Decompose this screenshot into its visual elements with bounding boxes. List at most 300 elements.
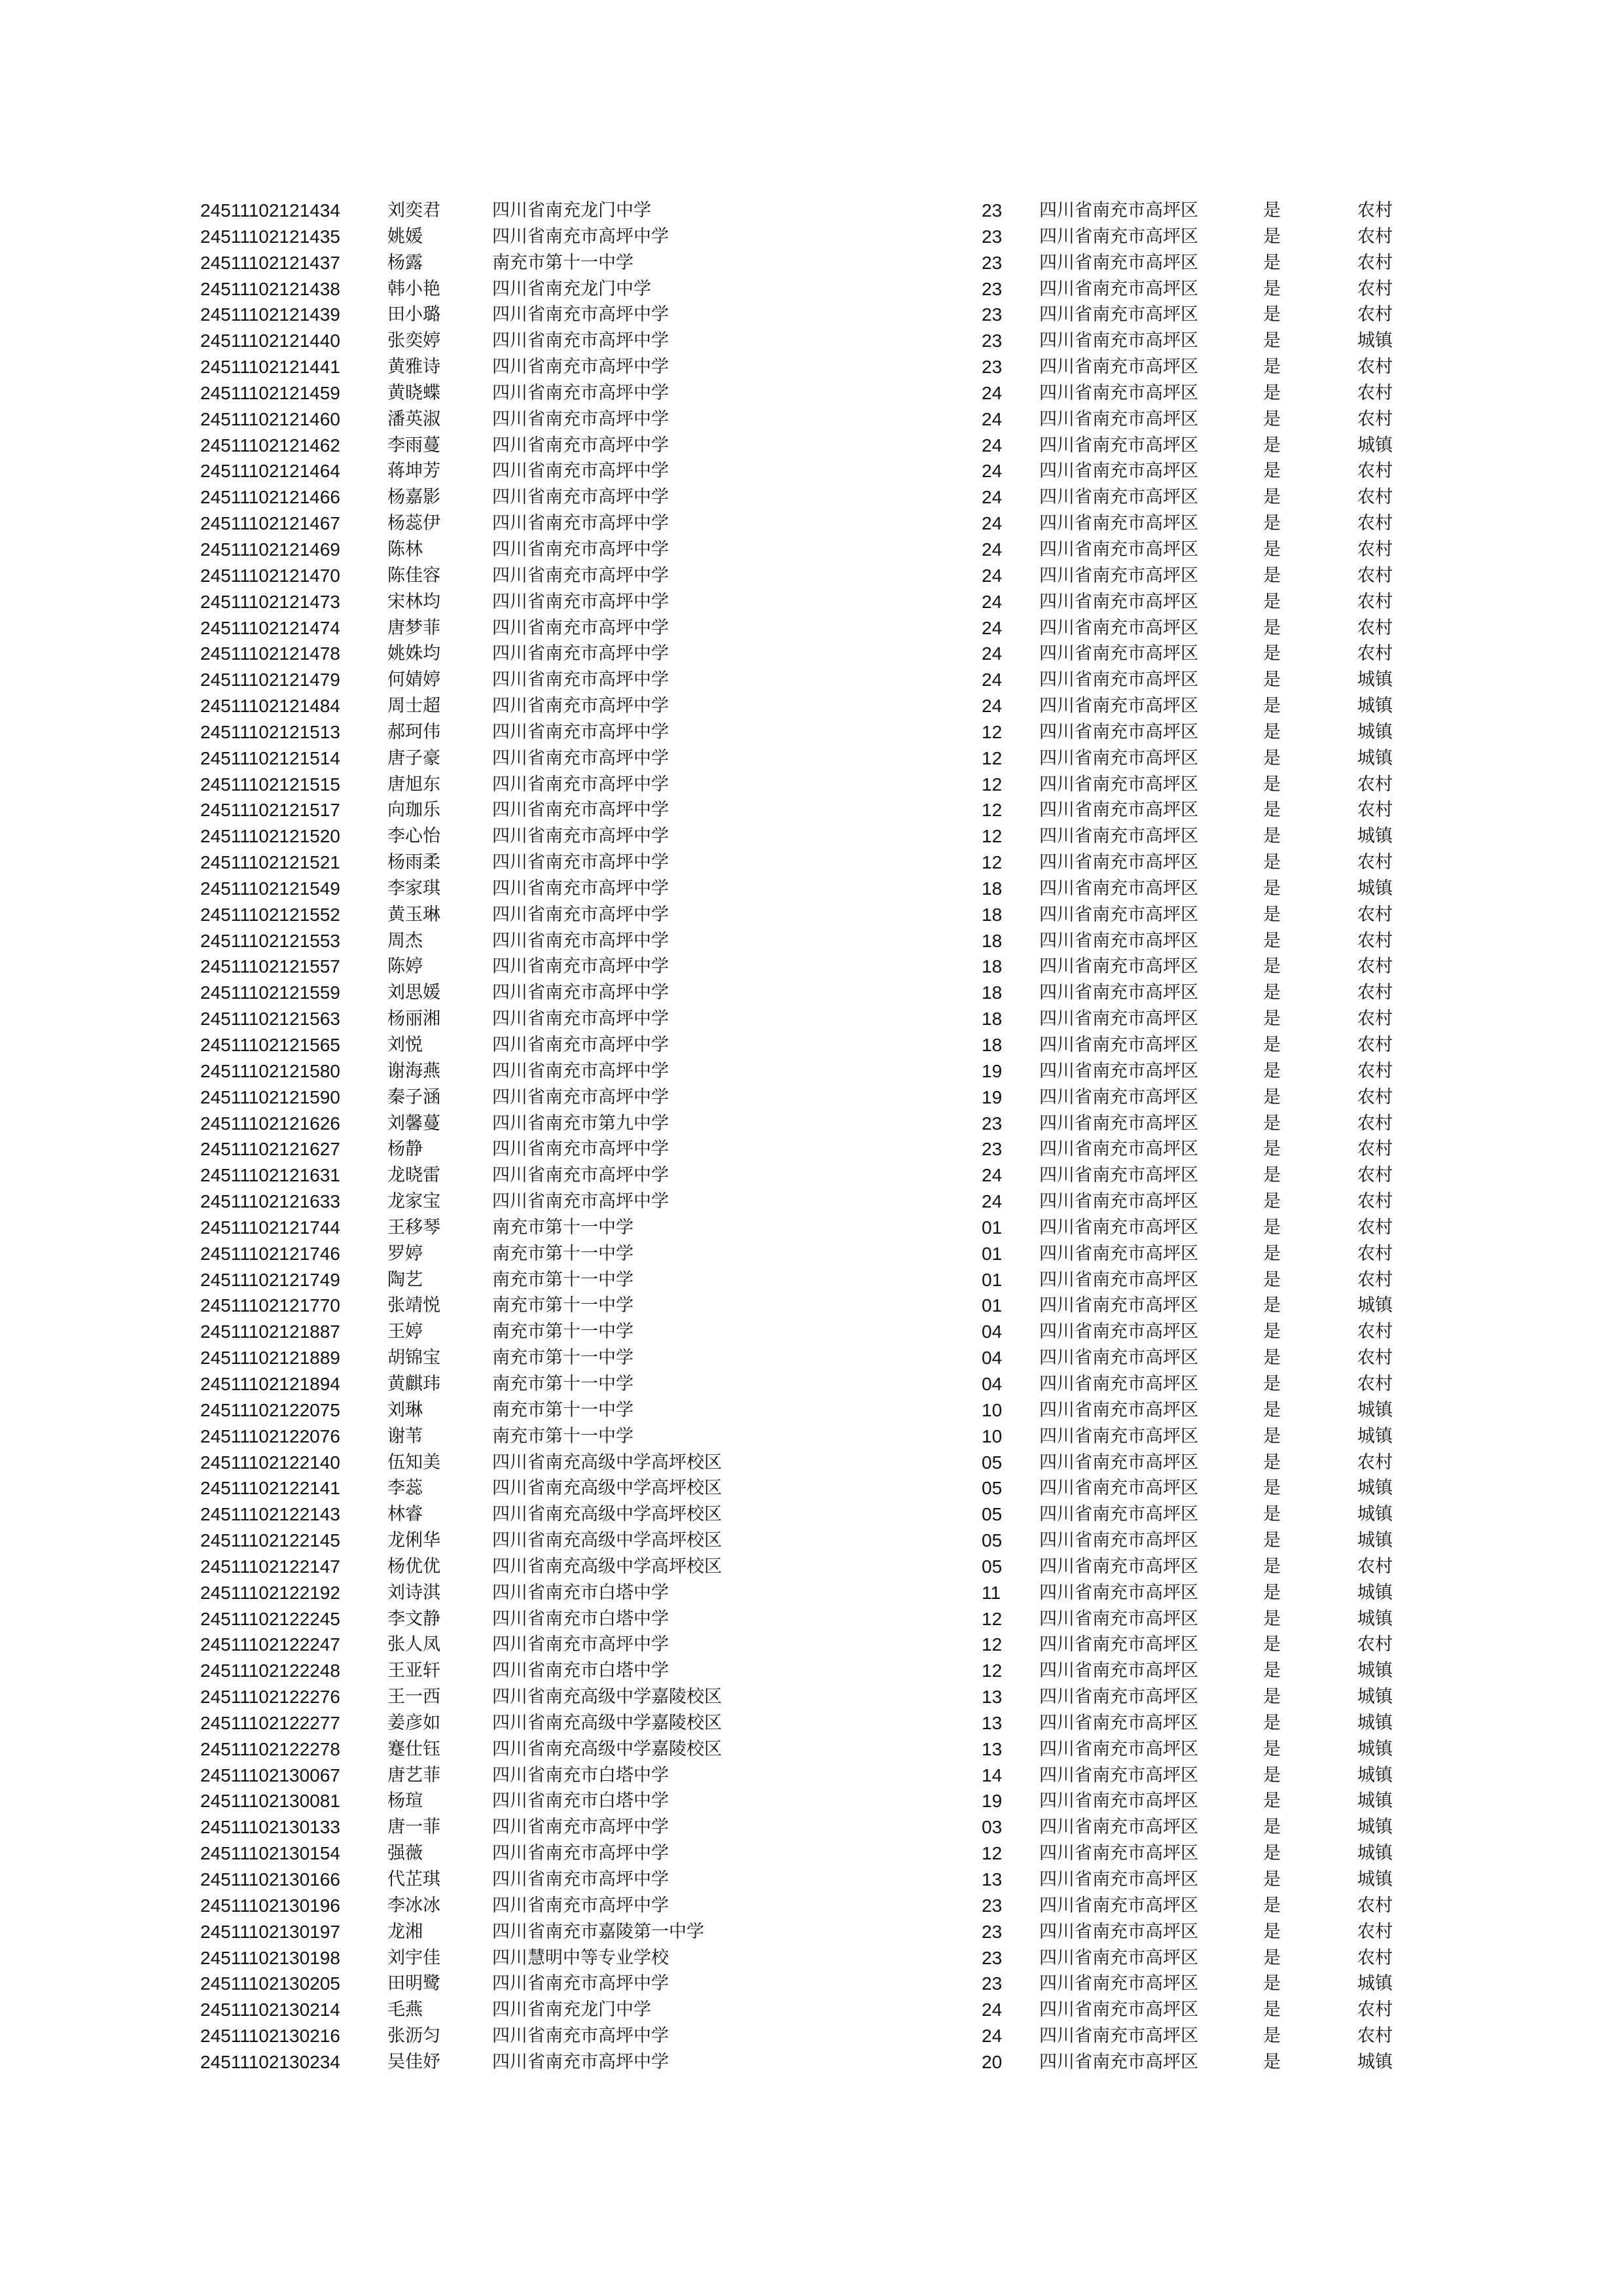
school-name: 四川省南充市高坪中学	[492, 539, 669, 560]
residence-type: 农村	[1357, 461, 1393, 482]
residence-type: 城镇	[1357, 1660, 1393, 1681]
student-name: 黄雅诗	[387, 357, 440, 378]
region: 四川省南充市高坪区	[1039, 1687, 1198, 1708]
student-name: 杨丽湘	[387, 1009, 440, 1030]
student-name: 杨优优	[387, 1556, 440, 1577]
school-name: 四川省南充市高坪中学	[492, 226, 669, 247]
student-name: 李冰冰	[387, 1895, 440, 1916]
eligible-flag: 是	[1263, 643, 1281, 664]
class-code: 23	[982, 1973, 1003, 1994]
residence-type: 农村	[1357, 487, 1393, 508]
class-code: 23	[982, 252, 1003, 273]
student-name: 陈林	[387, 539, 423, 560]
school-name: 四川省南充市高坪中学	[492, 904, 669, 925]
table-row	[0, 980, 1623, 1006]
student-name: 杨雨柔	[387, 852, 440, 873]
region: 四川省南充市高坪区	[1039, 1399, 1198, 1420]
eligible-flag: 是	[1263, 1373, 1281, 1394]
residence-type: 农村	[1357, 774, 1393, 795]
table-row	[0, 484, 1623, 511]
class-code: 12	[982, 721, 1003, 742]
school-name: 四川省南充高级中学高坪校区	[492, 1556, 722, 1577]
region: 四川省南充市高坪区	[1039, 304, 1198, 325]
region: 四川省南充市高坪区	[1039, 852, 1198, 873]
student-name: 黄玉琳	[387, 904, 440, 925]
class-code: 24	[982, 487, 1003, 508]
student-id: 24511102130197	[200, 1921, 340, 1942]
class-code: 01	[982, 1269, 1003, 1290]
residence-type: 城镇	[1357, 1973, 1393, 1994]
class-code: 23	[982, 200, 1003, 221]
region: 四川省南充市高坪区	[1039, 1921, 1198, 1942]
table-row	[0, 1111, 1623, 1137]
student-name: 黄麒玮	[387, 1373, 440, 1394]
student-id: 24511102121521	[200, 852, 340, 873]
eligible-flag: 是	[1263, 591, 1281, 612]
region: 四川省南充市高坪区	[1039, 617, 1198, 638]
student-id: 24511102121478	[200, 643, 340, 664]
student-id: 24511102130216	[200, 2026, 340, 2047]
student-name: 唐一菲	[387, 1817, 440, 1838]
region: 四川省南充市高坪区	[1039, 1113, 1198, 1134]
residence-type: 农村	[1357, 1348, 1393, 1369]
student-id: 24511102130067	[200, 1765, 340, 1785]
student-name: 王移琴	[387, 1217, 440, 1238]
eligible-flag: 是	[1263, 774, 1281, 795]
table-row	[0, 1450, 1623, 1476]
class-code: 23	[982, 1139, 1003, 1160]
class-code: 18	[982, 1009, 1003, 1030]
student-name: 胡锦宝	[387, 1348, 440, 1369]
residence-type: 农村	[1357, 513, 1393, 534]
class-code: 12	[982, 1634, 1003, 1655]
residence-type: 城镇	[1357, 1504, 1393, 1525]
class-code: 24	[982, 617, 1003, 638]
school-name: 四川省南充市高坪中学	[492, 643, 669, 664]
residence-type: 城镇	[1357, 1426, 1393, 1446]
school-name: 四川省南充市高坪中学	[492, 1139, 669, 1160]
table-row	[0, 537, 1623, 563]
residence-type: 农村	[1357, 2026, 1393, 2047]
region: 四川省南充市高坪区	[1039, 1973, 1198, 1994]
student-id: 24511102121633	[200, 1191, 340, 1212]
school-name: 四川省南充市高坪中学	[492, 513, 669, 534]
table-row	[0, 1554, 1623, 1580]
student-id: 24511102121479	[200, 670, 340, 691]
table-row	[0, 1684, 1623, 1710]
school-name: 四川省南充市高坪中学	[492, 1973, 669, 1994]
table-row	[0, 850, 1623, 876]
residence-type: 城镇	[1357, 1478, 1393, 1499]
student-id: 24511102122277	[200, 1712, 340, 1733]
student-id: 24511102121470	[200, 565, 340, 586]
school-name: 四川省南充市高坪中学	[492, 774, 669, 795]
school-name: 四川省南充市高坪中学	[492, 747, 669, 768]
region: 四川省南充市高坪区	[1039, 1712, 1198, 1733]
table-row	[0, 954, 1623, 980]
eligible-flag: 是	[1263, 435, 1281, 456]
region: 四川省南充市高坪区	[1039, 1895, 1198, 1916]
table-row	[0, 615, 1623, 641]
class-code: 24	[982, 382, 1003, 403]
student-name: 龙晓雷	[387, 1165, 440, 1186]
student-id: 24511102130234	[200, 2051, 340, 2072]
student-name: 刘宇佳	[387, 1947, 440, 1968]
student-id: 24511102121559	[200, 982, 340, 1003]
residence-type: 农村	[1357, 1035, 1393, 1055]
eligible-flag: 是	[1263, 982, 1281, 1003]
region: 四川省南充市高坪区	[1039, 1139, 1198, 1160]
eligible-flag: 是	[1263, 1399, 1281, 1420]
residence-type: 农村	[1357, 1634, 1393, 1655]
region: 四川省南充市高坪区	[1039, 2000, 1198, 2020]
school-name: 南充市第十一中学	[492, 1321, 633, 1342]
eligible-flag: 是	[1263, 278, 1281, 299]
class-code: 23	[982, 278, 1003, 299]
region: 四川省南充市高坪区	[1039, 1660, 1198, 1681]
school-name: 南充市第十一中学	[492, 252, 633, 273]
region: 四川省南充市高坪区	[1039, 904, 1198, 925]
eligible-flag: 是	[1263, 1426, 1281, 1446]
class-code: 23	[982, 226, 1003, 247]
eligible-flag: 是	[1263, 513, 1281, 534]
region: 四川省南充市高坪区	[1039, 670, 1198, 691]
eligible-flag: 是	[1263, 461, 1281, 482]
school-name: 四川省南充市白塔中学	[492, 1791, 669, 1812]
residence-type: 农村	[1357, 1269, 1393, 1290]
eligible-flag: 是	[1263, 1269, 1281, 1290]
student-name: 吴佳妤	[387, 2051, 440, 2072]
student-id: 24511102121513	[200, 721, 340, 742]
student-name: 刘琳	[387, 1399, 423, 1420]
region: 四川省南充市高坪区	[1039, 1295, 1198, 1316]
eligible-flag: 是	[1263, 721, 1281, 742]
student-id: 24511102122247	[200, 1634, 340, 1655]
student-name: 潘英淑	[387, 408, 440, 429]
eligible-flag: 是	[1263, 1817, 1281, 1838]
eligible-flag: 是	[1263, 1843, 1281, 1864]
table-row	[0, 1371, 1623, 1397]
residence-type: 城镇	[1357, 1712, 1393, 1733]
eligible-flag: 是	[1263, 1478, 1281, 1499]
region: 四川省南充市高坪区	[1039, 696, 1198, 717]
student-id: 24511102122248	[200, 1660, 340, 1681]
region: 四川省南充市高坪区	[1039, 1191, 1198, 1212]
student-id: 24511102122245	[200, 1608, 340, 1629]
eligible-flag: 是	[1263, 331, 1281, 351]
student-name: 谢海燕	[387, 1060, 440, 1081]
table-row	[0, 902, 1623, 928]
table-row	[0, 772, 1623, 798]
region: 四川省南充市高坪区	[1039, 643, 1198, 664]
student-name: 韩小艳	[387, 278, 440, 299]
region: 四川省南充市高坪区	[1039, 357, 1198, 378]
student-list	[0, 198, 1623, 2075]
school-name: 四川省南充市高坪中学	[492, 852, 669, 873]
region: 四川省南充市高坪区	[1039, 1817, 1198, 1838]
table-row	[0, 458, 1623, 484]
residence-type: 农村	[1357, 408, 1393, 429]
student-name: 秦子涵	[387, 1086, 440, 1107]
region: 四川省南充市高坪区	[1039, 747, 1198, 768]
table-row	[0, 1267, 1623, 1293]
residence-type: 农村	[1357, 1191, 1393, 1212]
school-name: 四川省南充市高坪中学	[492, 2026, 669, 2047]
class-code: 01	[982, 1243, 1003, 1264]
school-name: 四川省南充市高坪中学	[492, 565, 669, 586]
student-name: 刘馨蔓	[387, 1113, 440, 1134]
region: 四川省南充市高坪区	[1039, 2026, 1198, 2047]
student-name: 毛燕	[387, 2000, 423, 2020]
region: 四川省南充市高坪区	[1039, 1869, 1198, 1890]
table-row	[0, 1997, 1623, 2023]
school-name: 四川省南充市高坪中学	[492, 982, 669, 1003]
student-id: 24511102121434	[200, 200, 340, 221]
eligible-flag: 是	[1263, 747, 1281, 768]
table-row	[0, 1971, 1623, 1997]
residence-type: 农村	[1357, 357, 1393, 378]
table-row	[0, 511, 1623, 537]
eligible-flag: 是	[1263, 1452, 1281, 1473]
class-code: 12	[982, 774, 1003, 795]
student-id: 24511102122147	[200, 1556, 340, 1577]
residence-type: 农村	[1357, 1086, 1393, 1107]
school-name: 四川省南充高级中学嘉陵校区	[492, 1712, 722, 1733]
region: 四川省南充市高坪区	[1039, 1086, 1198, 1107]
school-name: 四川省南充市高坪中学	[492, 357, 669, 378]
student-name: 周士超	[387, 696, 440, 717]
student-id: 24511102122140	[200, 1452, 340, 1473]
region: 四川省南充市高坪区	[1039, 1009, 1198, 1030]
class-code: 12	[982, 1843, 1003, 1864]
table-row	[0, 563, 1623, 589]
eligible-flag: 是	[1263, 1035, 1281, 1055]
eligible-flag: 是	[1263, 670, 1281, 691]
student-id: 24511102130214	[200, 2000, 340, 2020]
region: 四川省南充市高坪区	[1039, 1348, 1198, 1369]
student-name: 陈婷	[387, 956, 423, 977]
student-name: 谢苇	[387, 1426, 423, 1446]
class-code: 12	[982, 852, 1003, 873]
class-code: 10	[982, 1399, 1003, 1420]
school-name: 四川慧明中等专业学校	[492, 1947, 669, 1968]
table-row	[0, 719, 1623, 745]
student-name: 何婧婷	[387, 670, 440, 691]
class-code: 24	[982, 591, 1003, 612]
school-name: 四川省南充市高坪中学	[492, 1817, 669, 1838]
class-code: 24	[982, 513, 1003, 534]
student-id: 24511102121520	[200, 826, 340, 847]
residence-type: 城镇	[1357, 1791, 1393, 1812]
school-name: 四川省南充高级中学高坪校区	[492, 1452, 722, 1473]
region: 四川省南充市高坪区	[1039, 435, 1198, 456]
school-name: 南充市第十一中学	[492, 1373, 633, 1394]
residence-type: 城镇	[1357, 1843, 1393, 1864]
school-name: 四川省南充市高坪中学	[492, 1165, 669, 1186]
student-id: 24511102121459	[200, 382, 340, 403]
eligible-flag: 是	[1263, 904, 1281, 925]
school-name: 四川省南充市第九中学	[492, 1113, 669, 1134]
region: 四川省南充市高坪区	[1039, 878, 1198, 899]
student-name: 唐梦菲	[387, 617, 440, 638]
eligible-flag: 是	[1263, 487, 1281, 508]
region: 四川省南充市高坪区	[1039, 539, 1198, 560]
residence-type: 城镇	[1357, 1817, 1393, 1838]
region: 四川省南充市高坪区	[1039, 1530, 1198, 1551]
school-name: 四川省南充市高坪中学	[492, 382, 669, 403]
student-id: 24511102130196	[200, 1895, 340, 1916]
student-id: 24511102121466	[200, 487, 340, 508]
table-row	[0, 1658, 1623, 1684]
residence-type: 城镇	[1357, 2051, 1393, 2072]
class-code: 24	[982, 408, 1003, 429]
school-name: 四川省南充市高坪中学	[492, 670, 669, 691]
student-id: 24511102121435	[200, 226, 340, 247]
class-code: 23	[982, 1113, 1003, 1134]
eligible-flag: 是	[1263, 252, 1281, 273]
region: 四川省南充市高坪区	[1039, 1478, 1198, 1499]
residence-type: 农村	[1357, 1947, 1393, 1968]
eligible-flag: 是	[1263, 1009, 1281, 1030]
class-code: 23	[982, 1895, 1003, 1916]
student-name: 刘思媛	[387, 982, 440, 1003]
school-name: 四川省南充市高坪中学	[492, 1869, 669, 1890]
table-row	[0, 928, 1623, 954]
table-row	[0, 1345, 1623, 1371]
class-code: 14	[982, 1765, 1003, 1785]
school-name: 四川省南充市白塔中学	[492, 1582, 669, 1603]
student-id: 24511102130205	[200, 1973, 340, 1994]
student-name: 宋林均	[387, 591, 440, 612]
school-name: 四川省南充市高坪中学	[492, 487, 669, 508]
table-row	[0, 1241, 1623, 1267]
student-id: 24511102121627	[200, 1139, 340, 1160]
student-id: 24511102130081	[200, 1791, 340, 1812]
school-name: 四川省南充市高坪中学	[492, 591, 669, 612]
table-row	[0, 328, 1623, 354]
residence-type: 农村	[1357, 539, 1393, 560]
eligible-flag: 是	[1263, 1765, 1281, 1785]
school-name: 四川省南充市高坪中学	[492, 1060, 669, 1081]
class-code: 18	[982, 956, 1003, 977]
school-name: 四川省南充龙门中学	[492, 200, 651, 221]
region: 四川省南充市高坪区	[1039, 200, 1198, 221]
school-name: 四川省南充市高坪中学	[492, 331, 669, 351]
student-name: 刘奕君	[387, 200, 440, 221]
residence-type: 农村	[1357, 304, 1393, 325]
student-id: 24511102122192	[200, 1582, 340, 1603]
residence-type: 城镇	[1357, 1399, 1393, 1420]
student-name: 陶艺	[387, 1269, 423, 1290]
table-row	[0, 1501, 1623, 1528]
eligible-flag: 是	[1263, 1139, 1281, 1160]
student-id: 24511102122076	[200, 1426, 340, 1446]
region: 四川省南充市高坪区	[1039, 1843, 1198, 1864]
eligible-flag: 是	[1263, 1921, 1281, 1942]
region: 四川省南充市高坪区	[1039, 591, 1198, 612]
residence-type: 农村	[1357, 565, 1393, 586]
student-id: 24511102122145	[200, 1530, 340, 1551]
class-code: 18	[982, 930, 1003, 951]
table-row	[0, 302, 1623, 328]
region: 四川省南充市高坪区	[1039, 226, 1198, 247]
student-name: 田小璐	[387, 304, 440, 325]
residence-type: 农村	[1357, 591, 1393, 612]
residence-type: 城镇	[1357, 826, 1393, 847]
region: 四川省南充市高坪区	[1039, 1582, 1198, 1603]
eligible-flag: 是	[1263, 200, 1281, 221]
residence-type: 城镇	[1357, 435, 1393, 456]
class-code: 23	[982, 1947, 1003, 1968]
eligible-flag: 是	[1263, 1869, 1281, 1890]
student-name: 田明鹭	[387, 1973, 440, 1994]
class-code: 05	[982, 1504, 1003, 1525]
residence-type: 农村	[1357, 2000, 1393, 2020]
eligible-flag: 是	[1263, 826, 1281, 847]
eligible-flag: 是	[1263, 1217, 1281, 1238]
eligible-flag: 是	[1263, 1191, 1281, 1212]
class-code: 10	[982, 1426, 1003, 1446]
student-name: 代芷琪	[387, 1869, 440, 1890]
student-name: 张奕婷	[387, 331, 440, 351]
table-row	[0, 1475, 1623, 1501]
class-code: 05	[982, 1452, 1003, 1473]
table-row	[0, 1058, 1623, 1085]
table-row	[0, 667, 1623, 693]
table-row	[0, 250, 1623, 276]
school-name: 四川省南充市高坪中学	[492, 304, 669, 325]
eligible-flag: 是	[1263, 1556, 1281, 1577]
residence-type: 农村	[1357, 1165, 1393, 1186]
residence-type: 农村	[1357, 382, 1393, 403]
student-name: 陈佳容	[387, 565, 440, 586]
school-name: 四川省南充高级中学高坪校区	[492, 1504, 722, 1525]
student-name: 姚媛	[387, 226, 423, 247]
eligible-flag: 是	[1263, 800, 1281, 821]
residence-type: 城镇	[1357, 721, 1393, 742]
school-name: 四川省南充高级中学高坪校区	[492, 1478, 722, 1499]
school-name: 四川省南充市高坪中学	[492, 408, 669, 429]
school-name: 四川省南充市高坪中学	[492, 1086, 669, 1107]
class-code: 13	[982, 1712, 1003, 1733]
school-name: 南充市第十一中学	[492, 1348, 633, 1369]
student-name: 黄晓蝶	[387, 382, 440, 403]
class-code: 18	[982, 982, 1003, 1003]
student-id: 24511102121440	[200, 331, 340, 351]
region: 四川省南充市高坪区	[1039, 982, 1198, 1003]
class-code: 19	[982, 1060, 1003, 1081]
region: 四川省南充市高坪区	[1039, 278, 1198, 299]
school-name: 四川省南充市高坪中学	[492, 721, 669, 742]
student-name: 张人凤	[387, 1634, 440, 1655]
school-name: 四川省南充市高坪中学	[492, 435, 669, 456]
student-name: 姜彦如	[387, 1712, 440, 1733]
school-name: 四川省南充市高坪中学	[492, 1634, 669, 1655]
student-name: 向珈乐	[387, 800, 440, 821]
student-id: 24511102121464	[200, 461, 340, 482]
school-name: 四川省南充市白塔中学	[492, 1608, 669, 1629]
student-name: 周杰	[387, 930, 423, 951]
school-name: 南充市第十一中学	[492, 1426, 633, 1446]
student-id: 24511102121557	[200, 956, 340, 977]
school-name: 四川省南充龙门中学	[492, 278, 651, 299]
residence-type: 农村	[1357, 200, 1393, 221]
residence-type: 农村	[1357, 982, 1393, 1003]
residence-type: 农村	[1357, 1921, 1393, 1942]
eligible-flag: 是	[1263, 930, 1281, 951]
school-name: 四川省南充市高坪中学	[492, 1009, 669, 1030]
table-row	[0, 1840, 1623, 1867]
